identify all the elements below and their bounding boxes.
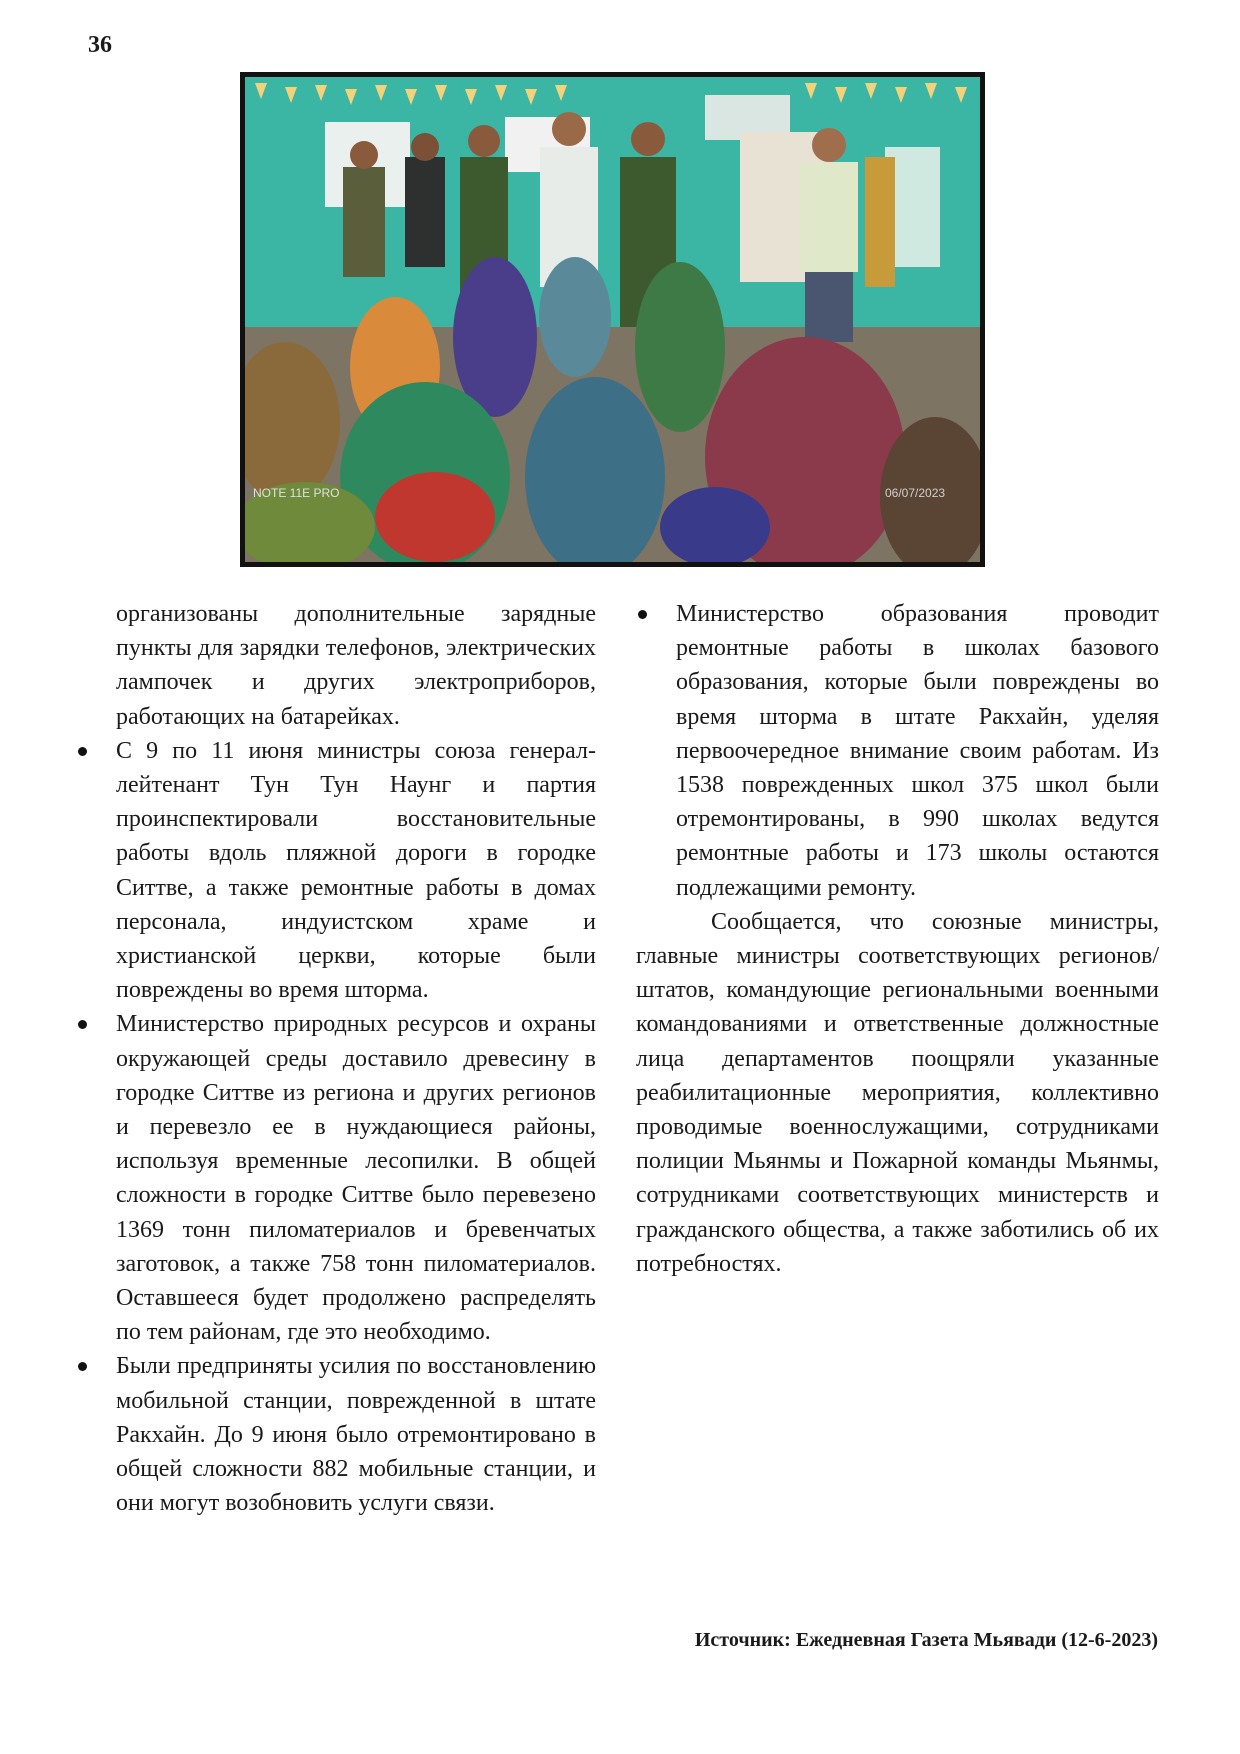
source-citation: Источник: Ежедневная Газета Мьявади (12-6-2023) (694, 1629, 1158, 1651)
continued-paragraph: организованы дополнительные зарядные пункты для зарядки телефонов, электрических лампочек и других электроприборов, работающих на батарейках. (116, 601, 596, 730)
bullet-item: Министерство природных ресурсов и охраны окружающей среды доставило древесину в городке Ситтве из региона и других регионов и перевезло ее в нуждающиеся районы, используя временные лесопилки. В общей сложности в городке Ситтве было перевезено 1369 тонн пиломатериалов и бревенчатых заготовок, а также 758 тонн пиломатериалов. Оставшееся будет продолжено распределять по тем районам, где это необходимо. (76, 1007, 596, 1349)
bullet-item: Были предприняты усилия по восстановлению мобильной станции, поврежденной в штате Ракхайн. До 9 июня было отремонтировано в общей сложности 882 мобильные станции, и они могут возобновить услуги связи. (76, 1349, 596, 1520)
photo-watermark-left: NOTE 11E PRO (253, 486, 340, 500)
page-number: 36 (88, 32, 112, 58)
photo-watermark-right: 06/07/2023 (885, 486, 946, 500)
news-photo (240, 72, 985, 567)
bullet-item: С 9 по 11 июня министры союза генерал-лейтенант Тун Тун Наунг и партия проинспектировали восстановительные работы вдоль пляжной дороги в городке Ситтве, а также ремонтные работы в домах персонала, индуистском храме и христианской церкви, которые были повреждены во время шторма. (76, 734, 596, 1008)
photo-illustration (245, 77, 980, 562)
bullet-list (76, 734, 596, 1521)
bullet-item: Министерство образования проводит ремонтные работы в школах базового образования, которые были повреждены во время шторма в штате Ракхайн, уделяя первоочередное внимание своим работам. Из 1538 поврежденных школ 375 школ были отремонтированы, в 990 школах ведутся ремонтные работы и 173 школы остаются подлежащими ремонту. (636, 597, 1159, 905)
bullet-list (636, 597, 1159, 905)
right-column (636, 597, 1159, 1281)
body-paragraph: Сообщается, что союзные министры, главные министры соответствующих регионов/штатов, командующие региональными военными командованиями и ответственные должностные лица департаментов поощряли указанные реабилитационные мероприятия, коллективно проводимые военнослужащими, сотрудниками полиции Мьянмы и Пожарной команды Мьянмы, сотрудниками соответствующих министерств и гражданского общества, а также заботились об их потребностях. (636, 908, 1159, 1277)
left-column (76, 597, 596, 1520)
